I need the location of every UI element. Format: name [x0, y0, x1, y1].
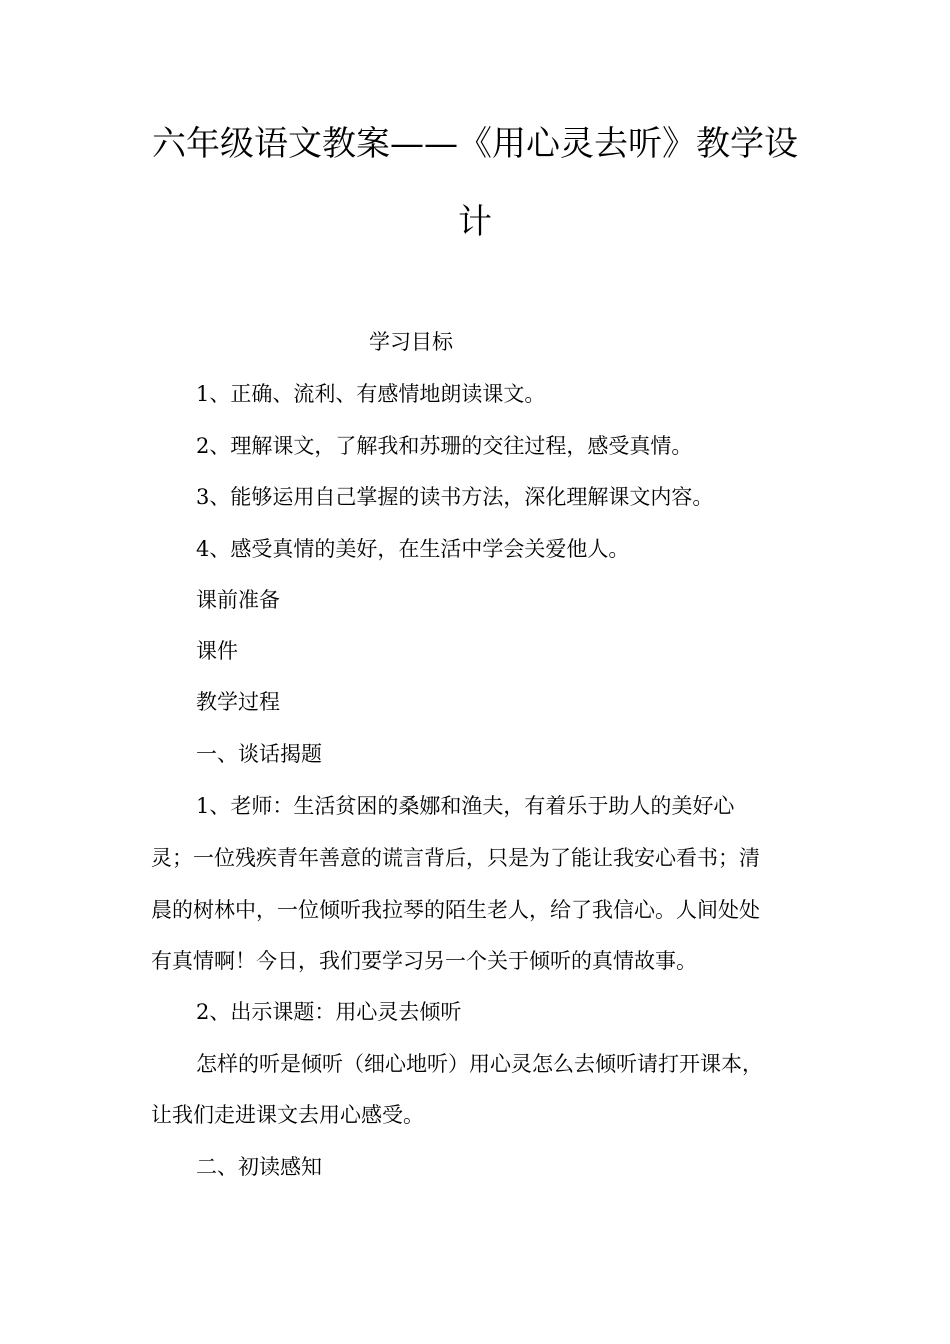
section-heading-prep: 课前准备 [196, 588, 280, 612]
objective-item: 2、理解课文，了解我和苏珊的交往过程，感受真情。 [196, 434, 693, 458]
section-heading-objectives: 学习目标 [369, 330, 453, 354]
objective-item: 4、感受真情的美好，在生活中学会关爱他人。 [196, 537, 630, 561]
paragraph-line: 灵；一位残疾青年善意的谎言背后，只是为了能让我安心看书；清 [151, 846, 760, 870]
document-title-line-1: 六年级语文教案——《用心灵去听》教学设 [152, 124, 798, 164]
paragraph-line: 晨的树林中，一位倾听我拉琴的陌生老人，给了我信心。人间处处 [151, 898, 760, 922]
item-two: 2、出示课题：用心灵去倾听 [196, 1000, 462, 1024]
document-title-line-2: 计 [458, 202, 492, 242]
paragraph-line: 让我们走进课文去用心感受。 [151, 1103, 424, 1127]
part-two-heading: 二、初读感知 [196, 1155, 322, 1179]
part-one-heading: 一、谈话揭题 [196, 742, 322, 766]
objective-item: 3、能够运用自己掌握的读书方法，深化理解课文内容。 [196, 485, 714, 509]
paragraph-line: 怎样的听是倾听（细心地听）用心灵怎么去倾听请打开课本， [196, 1052, 763, 1076]
objective-item: 1、正确、流利、有感情地朗读课文。 [196, 382, 546, 406]
section-heading-process: 教学过程 [196, 690, 280, 714]
prep-content: 课件 [196, 639, 238, 663]
paragraph-line: 1、老师：生活贫困的桑娜和渔夫，有着乐于助人的美好心 [196, 794, 735, 818]
paragraph-line: 有真情啊！今日，我们要学习另一个关于倾听的真情故事。 [151, 949, 697, 973]
